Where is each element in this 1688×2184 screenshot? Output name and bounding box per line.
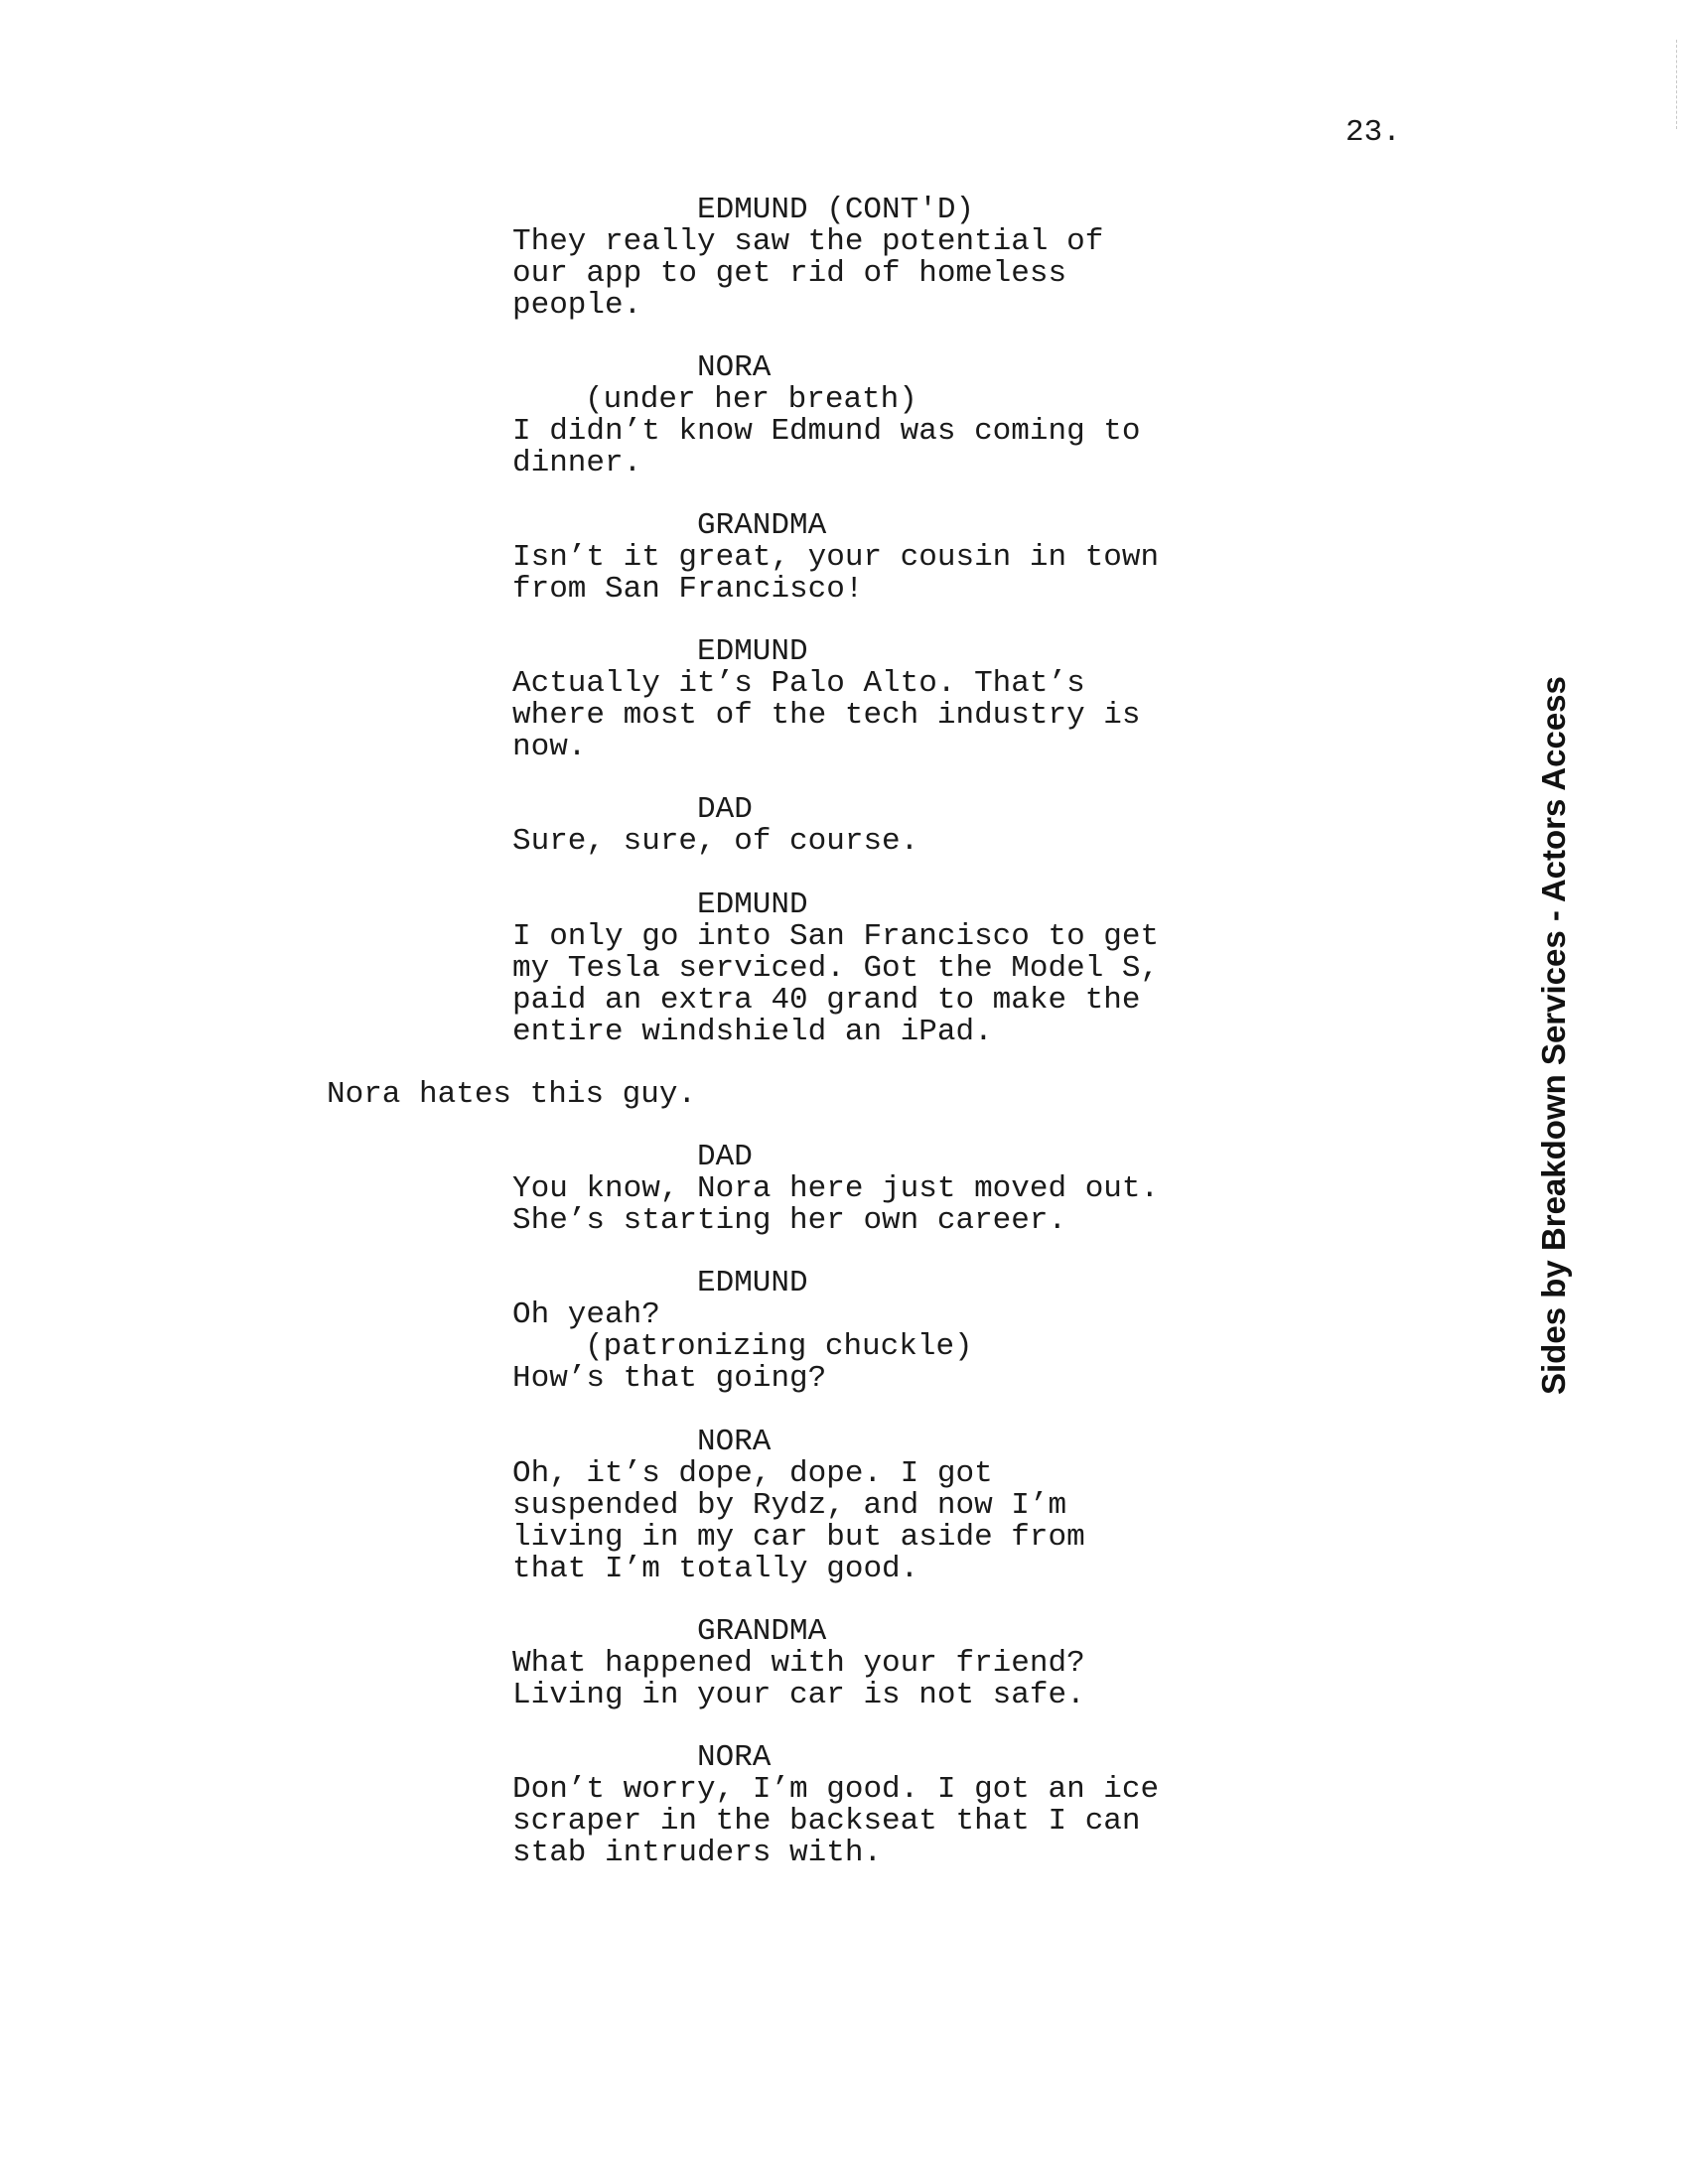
dialogue: You know, Nora here just moved out. She’s starting her own career. bbox=[512, 1171, 1160, 1238]
page-number: 23. bbox=[1345, 115, 1401, 150]
dialogue: I only go into San Francisco to get my Tesla serviced. Got the Model S, paid an extra 40 grand to make the entire windshield an iPad. bbox=[512, 919, 1160, 1049]
action-line: Nora hates this guy. bbox=[327, 1077, 697, 1112]
character-cue: EDMUND bbox=[697, 634, 808, 669]
dialogue: Oh, it’s dope, dope. I got suspended by Rydz, and now I’m living in my car but aside from that I’m totally good. bbox=[512, 1456, 1085, 1586]
character-cue: NORA bbox=[697, 350, 772, 385]
character-cue: EDMUND (CONT'D) bbox=[697, 193, 975, 227]
dialogue: Don’t worry, I’m good. I got an ice scraper in the backseat that I can stab intruders with. bbox=[512, 1772, 1160, 1870]
watermark: Sides by Breakdown Services - Actors Access bbox=[1535, 676, 1572, 1395]
parenthetical: (patronizing chuckle) bbox=[585, 1329, 973, 1364]
dialogue: How’s that going? bbox=[512, 1361, 827, 1396]
character-cue: NORA bbox=[697, 1740, 772, 1775]
dialogue: I didn’t know Edmund was coming to dinner. bbox=[512, 414, 1141, 480]
character-cue: DAD bbox=[697, 1140, 753, 1174]
dialogue: They really saw the potential of our app to get rid of homeless people. bbox=[512, 224, 1104, 323]
character-cue: NORA bbox=[697, 1425, 772, 1459]
character-cue: GRANDMA bbox=[697, 1614, 827, 1649]
parenthetical: (under her breath) bbox=[585, 382, 917, 417]
dialogue: What happened with your friend? Living in your car is not safe. bbox=[512, 1646, 1085, 1712]
dialogue: Actually it’s Palo Alto. That’s where most of the tech industry is now. bbox=[512, 666, 1141, 764]
character-cue: DAD bbox=[697, 792, 753, 827]
dialogue: Sure, sure, of course. bbox=[512, 824, 919, 859]
dialogue: Oh yeah? bbox=[512, 1297, 660, 1332]
character-cue: EDMUND bbox=[697, 887, 808, 922]
dialogue: Isn’t it great, your cousin in town from San Francisco! bbox=[512, 540, 1160, 607]
character-cue: EDMUND bbox=[697, 1266, 808, 1300]
character-cue: GRANDMA bbox=[697, 508, 827, 543]
